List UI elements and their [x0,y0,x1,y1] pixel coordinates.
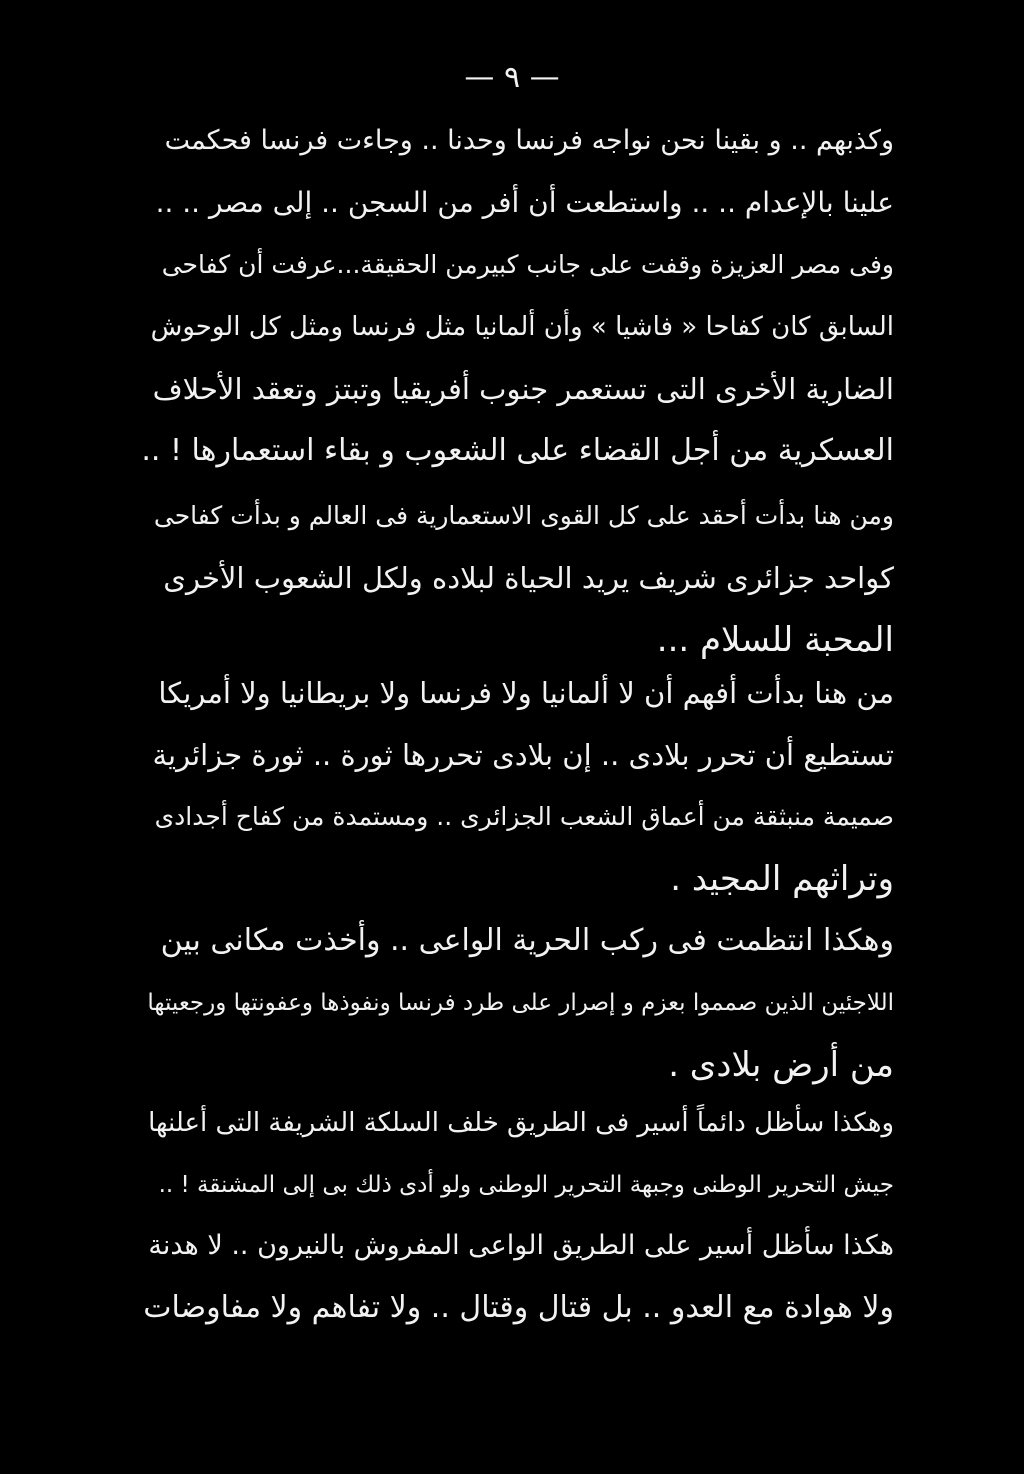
text-line: ومن هنا بدأت أحقد على كل القوى الاستعمارية فى العالم و بدأت كفاحى [153,501,894,530]
text-line: هكذا سأظل أسير على الطريق الواعى المفروش بالنيرون .. لا هدنة [148,1230,894,1261]
text-line: جيش التحرير الوطنى وجبهة التحرير الوطنى ولو أدى ذلك بى إلى المشنقة ! .. [158,1172,894,1198]
text-line: السابق كان كفاحا « فاشيا » وأن ألمانيا مثل فرنسا ومثل كل الوحوش [150,312,894,342]
text-line: تستطيع أن تحرر بلادى .. إن بلادى تحررها ثورة .. ثورة جزائرية [152,738,894,772]
text-line: وتراثهم المجيد . [670,859,894,899]
text-line: الضارية الأخرى التى تستعمر جنوب أفريقيا وتبتز وتعقد الأحلاف [152,372,894,406]
text-line: وهكذا انتظمت فى ركب الحرية الواعى .. وأخذت مكانى بين [160,923,894,958]
text-line: اللاجئين الذين صمموا بعزم و إصرار على طرد فرنسا ونفوذها وعفونتها ورجعيتها [147,990,894,1016]
paragraph-6 [140,1215,894,1339]
text-line: علينا بالإعدام .. .. واستطعت أن أفر من السجن .. إلى مصر .. .. [155,186,894,219]
paragraph-1 [140,110,894,482]
text-line: المحبة للسلام ... [656,620,894,660]
text-line: ولا هوادة مع العدو .. بل قتال وقتال .. ولا تفاهم ولا مفاوضات [143,1290,894,1325]
text-line: العسكرية من أجل القضاء على الشعوب و بقاء استعمارها ! .. [141,433,894,468]
text-line: وهكذا سأظل دائماً أسير فى الطريق خلف السلكة الشريفة التى أعلنها [148,1108,894,1138]
page-number: — ٩ — [464,60,560,95]
text-line: صميمة منبثقة من أعماق الشعب الجزائرى .. ومستمدة من كفاح أجدادى [154,802,894,831]
paragraph-5 [140,1092,894,1216]
paragraph-2 [140,485,894,671]
text-line: وفى مصر العزيزة وقفت على جانب كبيرمن الحقيقة...عرفت أن كفاحى [161,250,894,279]
text-line: وكذبهم .. و بقينا نحن نواجه فرنسا وحدنا .. وجاءت فرنسا فحكمت [164,125,894,156]
text-line: من هنا بدأت أفهم أن لا ألمانيا ولا فرنسا ولا بريطانيا ولا أمريكا [158,676,894,710]
text-line: كواحد جزائرى شريف يريد الحياة لبلاده ولكل الشعوب الأخرى [163,561,894,595]
paragraph-3 [140,662,894,910]
text-line: من أرض بلادى . [668,1045,894,1085]
paragraph-4 [140,910,894,1096]
